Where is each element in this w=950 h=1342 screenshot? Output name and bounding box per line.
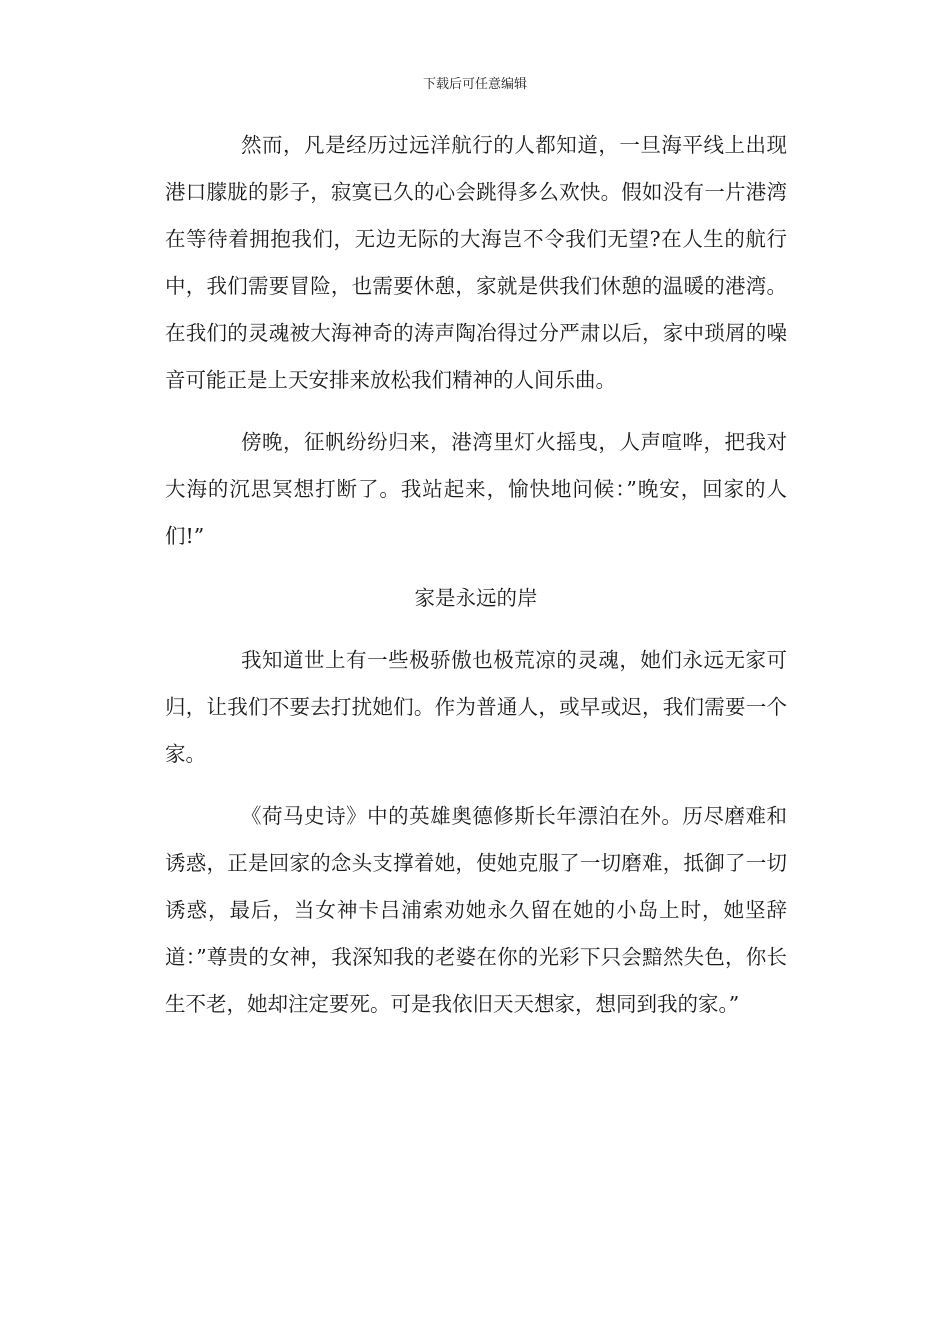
paragraph-odysseus: 《荷马史诗》中的英雄奥德修斯长年漂泊在外。历尽磨难和诱惑，正是回家的念头支撑着她，使她克服了一切磨难，抵御了一切诱惑，最后，当女神卡吕浦索劝她永久留在她的小岛上时，她坚辞道：”尊贵的女神，我深知我的老婆在你的光彩下只会黯然失色，你长生不老，她却注定要死。可是我依旧天天想家，想同到我的家。” <box>165 804 787 1016</box>
section-title: 家是永远的岸 <box>414 586 538 610</box>
paragraph-souls: 我知道世上有一些极骄傲也极荒凉的灵魂，她们永远无家可归，让我们不要去打扰她们。作为普通人，或早或迟，我们需要一个家。 <box>165 648 787 766</box>
page-header: 下载后可任意编辑 <box>422 77 527 92</box>
document-body <box>165 122 787 1043</box>
paragraph-harbor: 然而，凡是经历过远洋航行的人都知道，一旦海平线上出现港口朦胧的影子，寂寞已久的心会跳得多么欢快。假如没有一片港湾在等待着拥抱我们，无边无际的大海岂不令我们无望?在人生的航行中，我们需要冒险，也需要休憩，家就是供我们休憩的温暖的港湾。在我们的灵魂被大海神奇的涛声陶冶得过分严肃以后，家中琐屑的噪音可能正是上天安排来放松我们精神的人间乐曲。 <box>165 133 787 392</box>
paragraph-evening: 傍晚，征帆纷纷归来，港湾里灯火摇曳，人声喧哗，把我对大海的沉思冥想打断了。我站起来，愉快地问候：”晚安，回家的人们!” <box>165 430 787 548</box>
